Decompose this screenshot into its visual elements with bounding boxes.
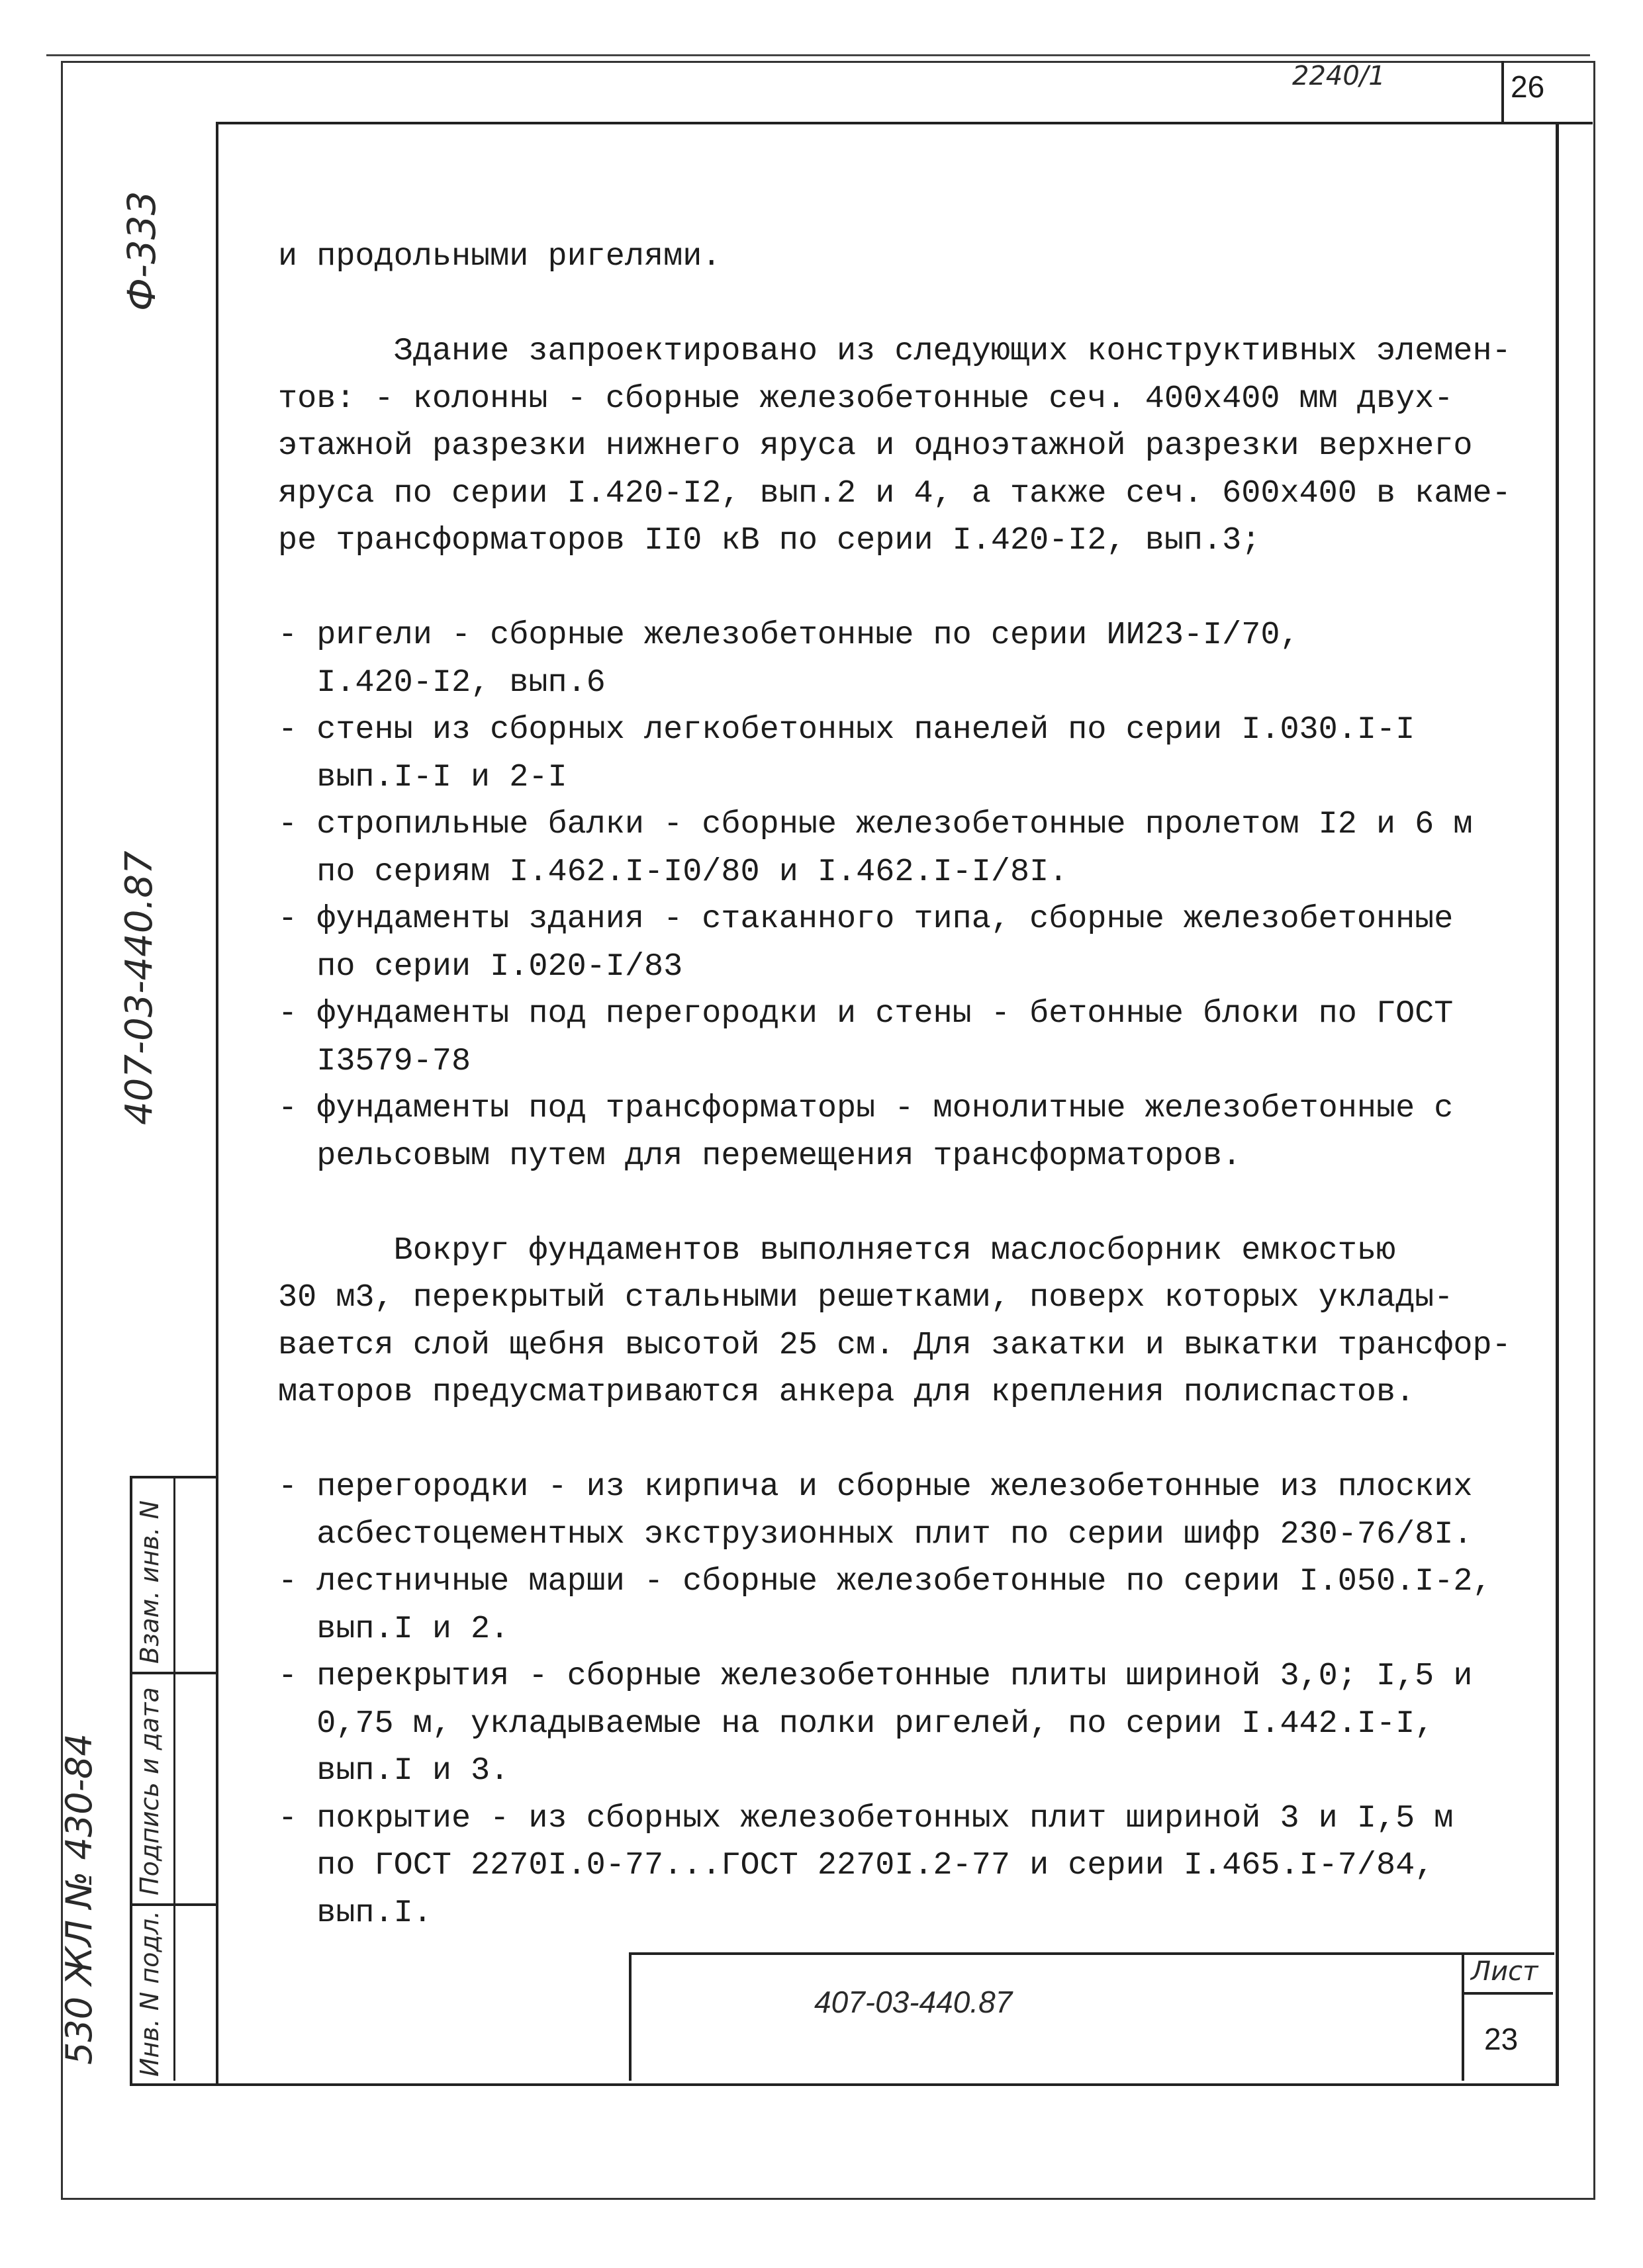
- title-block-sheet-number: 23: [1484, 2022, 1519, 2056]
- title-block-sheet-label: Лист: [1471, 1956, 1538, 1987]
- stamp-divider: [173, 1476, 175, 2081]
- text-line: асбестоцементных экструзионных плит по серии шифр 230-76/8I.: [278, 1516, 1473, 1553]
- sheet-number-top: 26: [1511, 69, 1545, 104]
- stamp-row-divider: [130, 1903, 216, 1906]
- stamp-row-divider: [130, 1672, 216, 1674]
- line-gap: [278, 1416, 1536, 1464]
- text-line: ре трансформаторов II0 кВ по серии I.420-I2, вып.3;: [278, 522, 1261, 559]
- stamp-label-replacement-inventory: Взам. инв. N: [135, 1500, 164, 1664]
- text-line: этажной разрезки нижнего яруса и одноэтажной разрезки верхнего: [278, 428, 1473, 464]
- text-line: - ригели - сборные железобетонные по серии ИИ23-I/70,: [278, 617, 1299, 653]
- registration-code: 530 ЖЛ № 430-84: [58, 1733, 100, 2065]
- line-gap: [278, 1179, 1536, 1227]
- text-line: маторов предусматриваются анкера для крепления полиспастов.: [278, 1374, 1415, 1410]
- text-line: по серии I.020-I/83: [278, 948, 683, 985]
- line-gap: [278, 565, 1536, 612]
- text-line: вып.I.: [278, 1894, 432, 1931]
- text-line: 0,75 м, укладываемые на полки ригелей, по серии I.442.I-I,: [278, 1705, 1434, 1742]
- text-line: вып.I-I и 2-I: [278, 758, 567, 795]
- text-line: - фундаменты под перегородки и стены - бетонные блоки по ГОСТ: [278, 995, 1454, 1032]
- text-line: - фундаменты здания - стаканного типа, сборные железобетонные: [278, 901, 1454, 937]
- text-line: Здание запроектировано из следующих конструктивных элемен-: [278, 333, 1511, 369]
- title-block-document-code: 407-03-440.87: [814, 1985, 1013, 2019]
- handwritten-reference: 2240/1: [1292, 61, 1385, 91]
- line-gap: [278, 281, 1536, 328]
- text-line: яруса по серии I.420-I2, вып.2 и 4, а также сеч. 600х400 в каме-: [278, 475, 1511, 512]
- text-line: Вокруг фундаментов выполняется маслосборник емкостью: [278, 1232, 1396, 1269]
- text-line: I3579-78: [278, 1042, 471, 1079]
- text-line: вается слой щебня высотой 25 см. Для закатки и выкатки трансфор-: [278, 1326, 1511, 1363]
- text-line: 30 м3, перекрытый стальными решетками, поверх которых уклады-: [278, 1279, 1454, 1316]
- text-line: - покрытие - из сборных железобетонных плит шириной 3 и I,5 м: [278, 1799, 1454, 1837]
- text-line: - лестничные марши - сборные железобетонные по серии I.050.I-2,: [278, 1563, 1492, 1600]
- body-text: [278, 233, 1536, 1936]
- stamp-label-original-inventory: Инв. N подл.: [135, 1910, 164, 2077]
- text-line: - стропильные балки - сборные железобетонные пролетом I2 и 6 м: [278, 806, 1473, 842]
- text-line: и продольными ригелями.: [278, 238, 722, 275]
- text-line: тов: - колонны - сборные железобетонные сеч. 400х400 мм двух-: [278, 380, 1454, 417]
- text-line: по ГОСТ 2270I.0-77...ГОСТ 2270I.2-77 и серии I.465.I-7/84,: [278, 1847, 1434, 1883]
- text-line: - перегородки - из кирпича и сборные железобетонные из плоских: [278, 1469, 1473, 1505]
- text-line: вып.I и 2.: [278, 1610, 510, 1647]
- title-block: [629, 1952, 1554, 2081]
- text-line: по сериям I.462.I-I0/80 и I.462.I-I/8I.: [278, 853, 1068, 890]
- text-line: - стены из сборных легкобетонных панелей по серии I.030.I-I: [278, 711, 1415, 748]
- top-border-line: [46, 54, 1590, 56]
- title-block-divider: [1462, 1952, 1464, 2081]
- text-line: вып.I и 3.: [278, 1752, 510, 1789]
- title-block-row-divider: [1462, 1992, 1553, 1995]
- stamp-label-signature-date: Подпись и дата: [135, 1687, 164, 1895]
- series-code: Ф-333: [119, 191, 164, 311]
- text-line: - перекрытия - сборные железобетонные плиты шириной 3,0; I,5 и: [278, 1658, 1473, 1694]
- text-line: I.420-I2, вып.6: [278, 664, 606, 701]
- text-line: рельсовым путем для перемещения трансформаторов.: [278, 1137, 1242, 1174]
- margin-document-code: 407-03-440.87: [118, 850, 161, 1125]
- text-line: - фундаменты под трансформаторы - монолитные железобетонные с: [278, 1090, 1454, 1126]
